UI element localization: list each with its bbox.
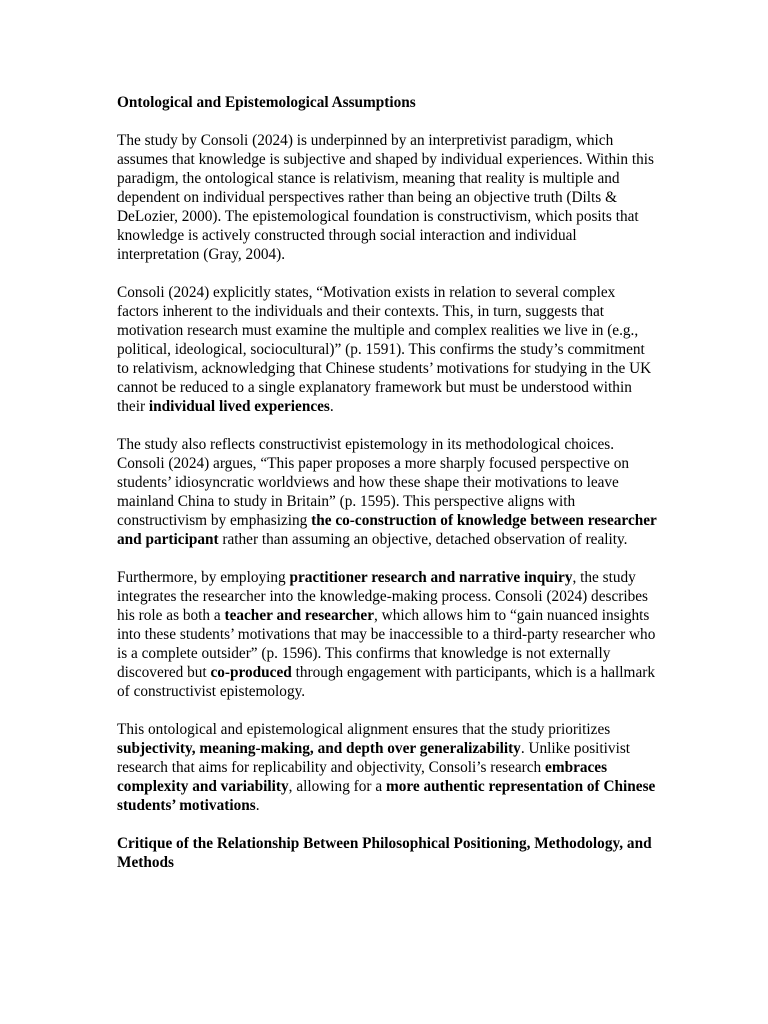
paragraph-2 bbox=[117, 283, 657, 416]
paragraph-5-text-4: . bbox=[255, 797, 260, 814]
paragraph-3-text-2: rather than assuming an objective, detached observation of reality. bbox=[218, 531, 628, 548]
paragraph-5-text-1: This ontological and epistemological alignment ensures that the study prioritizes bbox=[117, 721, 611, 738]
paragraph-4-text-1: Furthermore, by employing bbox=[117, 569, 290, 586]
paragraph-5-text-2: . Unlike positivist research that aims for replicability and objectivity, Consoli’s research bbox=[117, 740, 631, 776]
paragraph-5-bold-3: more authentic representation of Chinese students’ motivations bbox=[117, 778, 656, 814]
paragraph-3-bold-1: the co-construction of knowledge between researcher and participant bbox=[117, 512, 657, 548]
paragraph-4-text-2: , the study integrates the researcher into the knowledge-making process. Consoli (2024) describes his role as both a bbox=[117, 569, 648, 624]
paragraph-2-text-2: . bbox=[329, 398, 334, 415]
paragraph-4-bold-2: teacher and researcher bbox=[224, 607, 375, 624]
paragraph-3-text-1: The study also reflects constructivist epistemology in its methodological choices. Consoli (2024) argues, “This paper proposes a more sharply focused perspective on students’ idiosyncratic worldviews and how these shape their motivations to leave mainland China to study in Britain” (p. 1595). This perspective aligns with constructivism by emphasizing bbox=[117, 436, 630, 529]
paragraph-5-bold-1: subjectivity, meaning-making, and depth over generalizability bbox=[117, 740, 521, 757]
document-page bbox=[117, 93, 657, 891]
paragraph-4-text-4: through engagement with participants, which is a hallmark of constructivist epistemology. bbox=[117, 664, 655, 700]
paragraph-5-text-3: , allowing for a bbox=[288, 778, 386, 795]
paragraph-5-bold-2: embraces complexity and variability bbox=[117, 759, 608, 795]
section-heading-ontological: Ontological and Epistemological Assumptions bbox=[117, 94, 416, 111]
paragraph-2-bold-1: individual lived experiences bbox=[148, 398, 330, 415]
paragraph-4-bold-1: practitioner research and narrative inquiry bbox=[289, 569, 573, 586]
paragraph-2-text-1: Consoli (2024) explicitly states, “Motivation exists in relation to several complex factors inherent to the individuals and their contexts. This, in turn, suggests that motivation research must examine the multiple and complex realities we live in (e.g., political, ideological, sociocultural)” (p. 1591). This confirms the study’s commitment to relativism, acknowledging that Chinese students’ motivations for studying in the UK cannot be reduced to a single explanatory framework but must be understood within their bbox=[117, 284, 652, 415]
section-heading-critique: Critique of the Relationship Between Philosophical Positioning, Methodology, and Methods bbox=[117, 835, 652, 871]
paragraph-5 bbox=[117, 720, 657, 815]
paragraph-4 bbox=[117, 568, 657, 701]
paragraph-1: The study by Consoli (2024) is underpinned by an interpretivist paradigm, which assumes that knowledge is subjective and shaped by individual experiences. Within this paradigm, the ontological stance is relativism, meaning that reality is multiple and dependent on individual perspectives rather than being an objective truth (Dilts & DeLozier, 2000). The epistemological foundation is constructivism, which posits that knowledge is actively constructed through social interaction and individual interpretation (Gray, 2004). bbox=[117, 132, 654, 263]
paragraph-4-text-3: , which allows him to “gain nuanced insights into these students’ motivations that may be inaccessible to a third-party researcher who is a complete outsider” (p. 1596). This confirms that knowledge is not externally discovered but bbox=[117, 607, 656, 681]
paragraph-4-bold-3: co-produced bbox=[210, 664, 292, 681]
paragraph-3 bbox=[117, 435, 657, 549]
